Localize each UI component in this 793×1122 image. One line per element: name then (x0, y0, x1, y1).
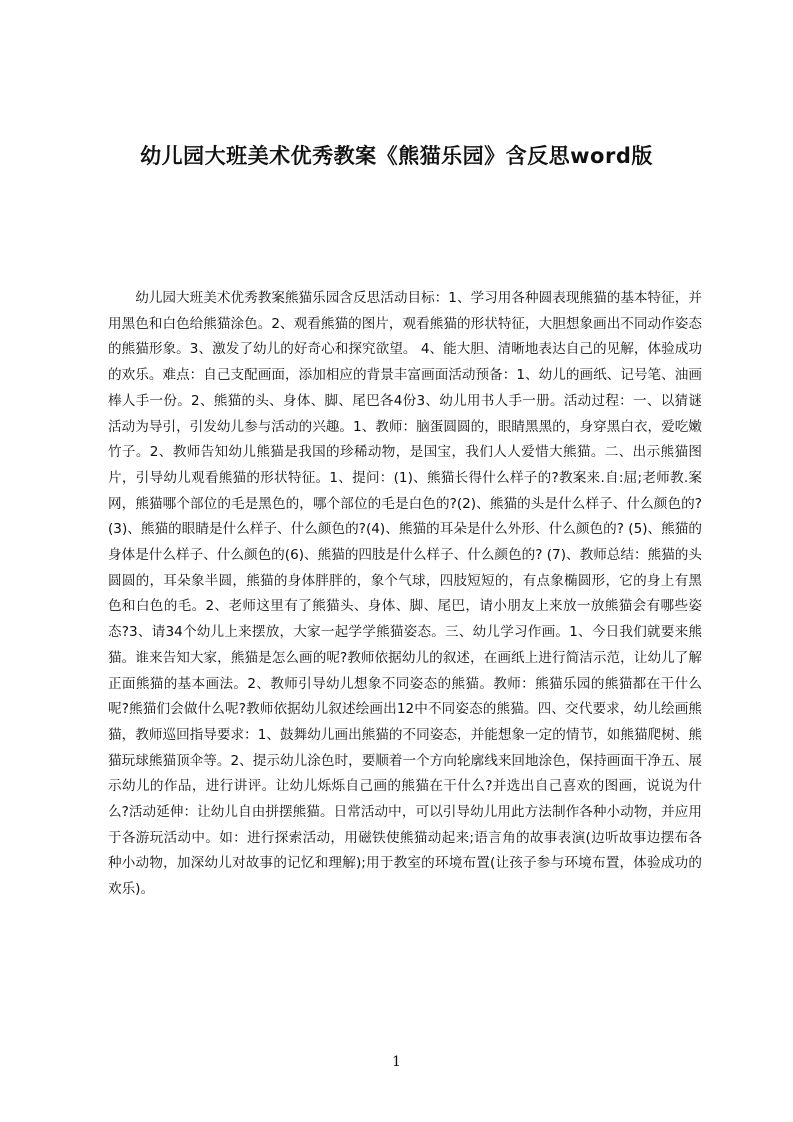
page-number: 1 (392, 1054, 401, 1070)
document-title: 幼儿园大班美术优秀教案《熊猫乐园》含反思word版 (140, 144, 653, 168)
document-body: 幼儿园大班美术优秀教案熊猫乐园含反思活动目标：1、学习用各种圆表现熊猫的基本特征，并用黑色和白色给熊猫涂色。2、观看熊猫的图片，观看熊猫的形状特征，大胆想象画出不同动作姿态的熊猫形象。3、激发了幼儿的好奇心和探究欲望。 4、能大胆、清晰地表达自己的见解，体验成功的欢乐。难点：自己支配画面，添加相应的背景丰富画面活动预备：1、幼儿的画纸、记号笔、油画棒人手一份。2、熊猫的头、身体、脚、尾巴各4份3、幼儿用书人手一册。活动过程：一、以猜谜活动为导引，引发幼儿参与活动的兴趣。1、教师：脑蛋圆圆的，眼睛黑黑的，身穿黑白衣，爱吃嫩竹子。2、教师告知幼儿熊猫是我国的珍稀动物，是国宝，我们人人爱惜大熊猫。二、出示熊猫图片，引导幼儿观看熊猫的形状特征。1、提问：(1)、熊猫长得什么样子的?教案来.自:屈;老师教.案网，熊猫哪个部位的毛是黑色的，哪个部位的毛是白色的?(2)、熊猫的头是什么样子、什么颜色的?(3)、熊猫的眼睛是什么样子、什么颜色的?(4)、熊猫的耳朵是什么外形、什么颜色的? (5)、熊猫的身体是什么样子、什么颜色的(6)、熊猫的四肢是什么样子、什么颜色的? (7)、教师总结：熊猫的头圆圆的，耳朵象半圆，熊猫的身体胖胖的，象个气球，四肢短短的，有点象椭圆形，它的身上有黑色和白色的毛。2、老师这里有了熊猫头、身体、脚、尾巴，请小朋友上来放一放熊猫会有哪些姿态?3、请34个幼儿上来摆放，大家一起学学熊猫姿态。三、幼儿学习作画。1、今日我们就要来熊猫。谁来告知大家，熊猫是怎么画的呢?教师依据幼儿的叙述，在画纸上进行简洁示范，让幼儿了解正面熊猫的基本画法。2、教师引导幼儿想象不同姿态的熊猫。教师：熊猫乐园的熊猫都在干什么呢?熊猫们会做什么呢?教师依据幼儿叙述绘画出12中不同姿态的熊猫。四、交代要求，幼儿绘画熊猫，教师巡回指导要求：1、鼓舞幼儿画出熊猫的不同姿态，并能想象一定的情节，如熊猫爬树、熊猫玩球熊猫顶伞等。2、提示幼儿涂色时，要顺着一个方向轮廓线来回地涂色，保持画面干净五、展示幼儿的作品，进行讲评。让幼儿烁烁自己画的熊猫在干什么?并选出自己喜欢的图画，说说为什么?活动延伸：让幼儿自由拼摆熊猫。日常活动中，可以引导幼儿用此方法制作各种小动物，并应用于各游玩活动中。如：进行探索活动，用磁铁使熊猫动起来;语言角的故事表演(边听故事边摆布各种小动物，加深幼儿对故事的记忆和理解);用于教室的环境布置(让孩子参与环境布置，体验成功的欢乐)。 (108, 290, 702, 898)
